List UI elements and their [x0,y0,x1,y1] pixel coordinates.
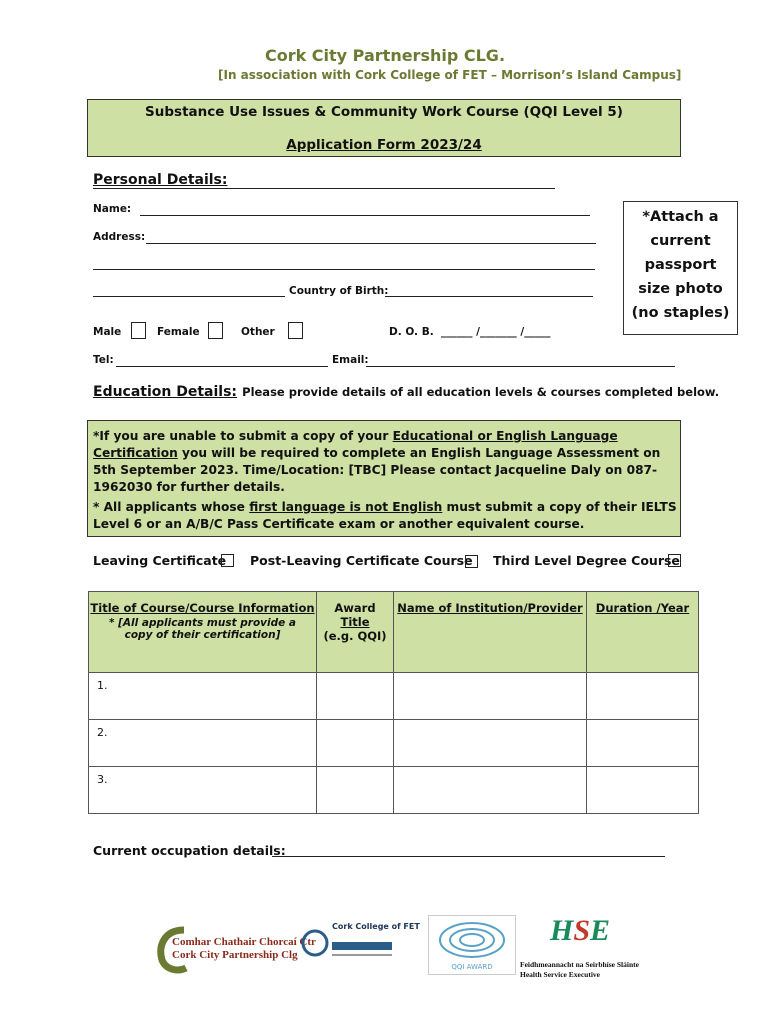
photo-note-line-1: *Attach a [642,209,719,225]
col-duration-header: Duration /Year [587,592,699,673]
dob-field[interactable]: D. O. B. ______ /_______ /_____ [389,326,551,338]
education-details-heading: Education Details: [93,384,238,400]
award-cell[interactable] [317,767,394,814]
leaving-cert-label: Leaving Certificate [93,553,227,568]
table-header-row [89,592,699,673]
fet-banner [332,942,392,950]
male-label: Male [93,326,122,338]
table-row [89,673,699,720]
name-label: Name: [93,203,132,215]
female-checkbox[interactable] [208,322,223,339]
email-field[interactable] [366,366,675,367]
institution-cell[interactable] [394,720,587,767]
org-title: Cork City Partnership CLG. [264,46,506,65]
cork-city-partnership-logo [152,920,316,978]
address-label: Address: [93,231,146,243]
qqi-award-logo [428,915,516,975]
tel-label: Tel: [93,354,114,366]
plc-checkbox[interactable] [465,555,478,568]
education-instruction: Please provide details of all education levels & courses completed below. [242,385,720,399]
course-name: Substance Use Issues & Community Work Course (QQI Level 5) [145,104,623,120]
form-title: Application Form 2023/24 [286,137,482,153]
leaving-cert-checkbox[interactable] [221,554,234,567]
country-of-birth-label: Country of Birth: [289,285,389,297]
fet-rule [332,954,392,956]
institution-cell[interactable] [394,767,587,814]
occupation-field[interactable] [272,856,665,857]
hse-line-1: Feidhmeannacht na Seirbhíse Sláinte [520,960,639,969]
language-assessment-note: *If you are unable to submit a copy of your Educational or English Language Certification you will be required to complete an English Language Assessment on 5th September 2023. Time/Location: [TBC] Please contact Jacqueline Daly on 087-1962030 for further details. [93,429,661,494]
row-number[interactable]: 2. [89,720,317,767]
col-award-header: Award Title (e.g. QQI) [317,592,394,673]
table-row [89,767,699,814]
photo-note-line-4: size photo [638,281,723,297]
fet-name: Cork College of FET [332,922,420,931]
email-label: Email: [332,354,369,366]
ccp-line-2: Cork City Partnership Clg [172,949,298,961]
association-subtitle: [In association with Cork College of FET – Morrison’s Island Campus] [218,68,682,82]
duration-cell[interactable] [587,673,699,720]
personal-details-heading: Personal Details: [93,172,555,189]
other-label: Other [241,326,275,338]
hse-logo [520,916,640,978]
fet-circle-icon [300,928,330,958]
name-field[interactable] [140,215,590,216]
plc-label: Post-Leaving Certificate Course [250,553,473,568]
award-cell[interactable] [317,720,394,767]
female-label: Female [157,326,200,338]
table-row [89,720,699,767]
address-field-3[interactable] [93,296,285,297]
cork-college-fet-logo [300,920,420,978]
photo-note-line-2: current [650,233,711,249]
country-of-birth-field[interactable] [385,296,593,297]
institution-cell[interactable] [394,673,587,720]
ccp-line-1: Comhar Chathair Chorcaí Ctr [172,936,316,948]
photo-note-line-3: passport [644,257,717,273]
duration-cell[interactable] [587,767,699,814]
tel-field[interactable] [116,366,328,367]
hse-mark-icon: HSE [550,914,611,947]
address-field-1[interactable] [146,243,596,244]
row-number[interactable]: 1. [89,673,317,720]
photo-note-line-5: (no staples) [631,305,730,321]
third-level-checkbox[interactable] [668,554,681,567]
third-level-label: Third Level Degree Course [493,553,680,568]
education-heading-row [93,381,719,400]
duration-cell[interactable] [587,720,699,767]
address-field-2[interactable] [93,269,595,270]
occupation-label: Current occupation details: [93,843,286,858]
row-number[interactable]: 3. [89,767,317,814]
ielts-note: * All applicants whose first language is not English must submit a copy of their IELTS Level 6 or an A/B/C Pass Certificate exam or another equivalent course. [93,500,677,531]
qqi-emblem-icon [429,918,515,962]
col-institution-header: Name of Institution/Provider [394,592,587,673]
qqi-label: QQI AWARD [451,963,493,971]
col-title-header: Title of Course/Course Information * [All applicants must provide a copy of their certification] [89,592,317,673]
male-checkbox[interactable] [131,322,146,339]
hse-line-2: Health Service Executive [520,970,600,979]
passport-photo-box [623,201,738,335]
award-cell[interactable] [317,673,394,720]
col-title-note: * [All applicants must provide a copy of their certification] [108,617,297,641]
education-table [88,591,699,814]
other-checkbox[interactable] [288,322,303,339]
